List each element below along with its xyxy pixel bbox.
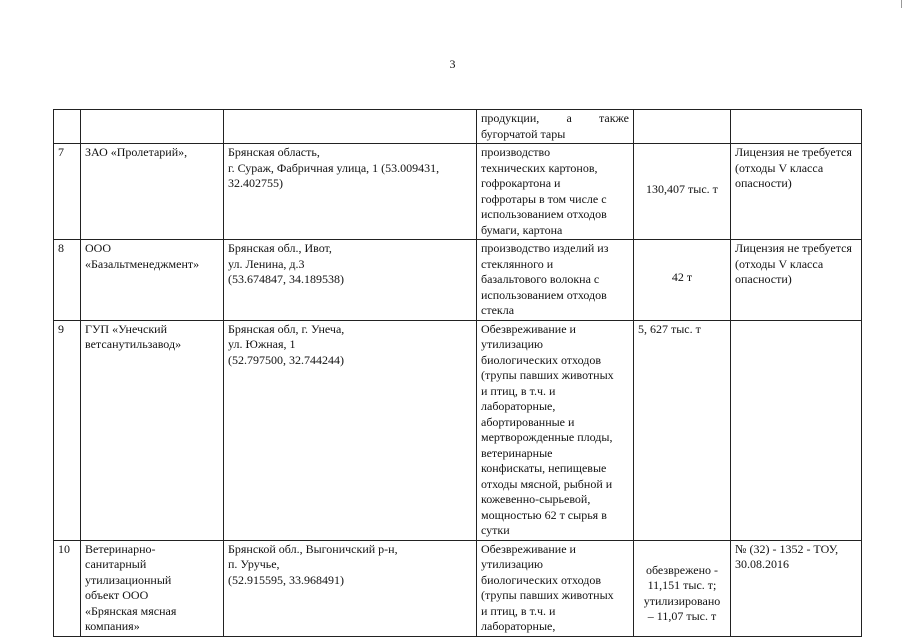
page-edge-mark [901, 0, 902, 8]
cell-num: 7 [54, 144, 81, 240]
text-line: стекла [481, 303, 515, 317]
text-line: 42 т [671, 270, 693, 284]
text-line: Обезвреживание и [481, 321, 576, 336]
text-line: технических картонов, [481, 160, 598, 175]
table-row [54, 240, 862, 321]
text-line: лабораторные, [481, 619, 556, 633]
text-line: санитарный [85, 557, 147, 571]
cell-license [731, 320, 862, 540]
text-line: компания» [85, 619, 140, 633]
text-line: продукции, а также [481, 111, 629, 125]
text-line: мертворожденные плоды, [481, 430, 613, 444]
text-line: Обезвреживание и [481, 541, 576, 556]
text-line: мощностью 62 т сырья в [481, 507, 607, 522]
text-line: Ветеринарно- [85, 541, 156, 556]
text-line: утилизацию [481, 557, 543, 571]
page-number: 3 [449, 57, 456, 71]
text-line: использованием отходов [481, 207, 607, 221]
text-line: стеклянного и [481, 256, 554, 271]
text-line: ветеринарные [481, 445, 553, 460]
cell-activity [477, 110, 634, 144]
table-row [54, 144, 862, 240]
text-line: (52.797500, 32.744244) [228, 352, 344, 367]
cell-name [81, 540, 224, 636]
text-line: (отходы V класса [735, 160, 824, 175]
text-line: Брянская обл., Ивот, [228, 241, 332, 255]
text-line: ветсанутильзавод» [85, 337, 182, 351]
text-line: ЗАО «Пролетарий», [85, 145, 188, 159]
text-line: Брянской обл., Выгоничский р-н, [228, 541, 398, 556]
text-line: кожевенно-сырьевой, [481, 492, 591, 506]
text-line: 30.08.2016 [735, 557, 789, 571]
text-line: базальтового волокна с [481, 272, 600, 286]
text-line: гофротары в том числе с [481, 191, 607, 206]
table-row [54, 540, 862, 636]
cell-name [81, 144, 224, 240]
text-line: 32.402755) [228, 176, 283, 190]
text-line: 130,407 тыс. т [646, 182, 718, 196]
cell-license [731, 144, 862, 240]
text-line: «Брянская мясная [85, 603, 177, 618]
text-line: лабораторные, [481, 399, 556, 413]
text-line: гофрокартона и [481, 176, 561, 190]
text-line: Брянская область, [228, 145, 320, 159]
text-line: бумаги, картона [481, 222, 563, 237]
text-line: абортированные и [481, 414, 575, 429]
text-line: конфискаты, непищевые [481, 461, 607, 475]
text-line: (отходы V класса [735, 256, 824, 271]
text-line: объект ООО [85, 588, 149, 602]
text-line: сутки [481, 523, 510, 537]
text-line: производство [481, 145, 551, 159]
cell-name [81, 240, 224, 321]
text-line: биологических отходов [481, 352, 601, 367]
cell-activity [477, 320, 634, 540]
text-line: бугорчатой тары [481, 126, 566, 141]
text-line: использованием отходов [481, 287, 607, 302]
text-line: ул. Ленина, д.3 [228, 256, 305, 271]
text-line: и птиц, в т.ч. и [481, 603, 556, 618]
cell-address [224, 144, 477, 240]
cell-volume [634, 320, 731, 540]
text-line: (трупы павших животных [481, 588, 614, 602]
text-line: Брянская обл, г. Унеча, [228, 321, 345, 336]
cell-activity [477, 144, 634, 240]
cell-activity [477, 240, 634, 321]
cell-address [224, 320, 477, 540]
cell-volume [634, 110, 731, 144]
table-row [54, 110, 862, 144]
cell-num [54, 110, 81, 144]
cell-num: 8 [54, 240, 81, 321]
cell-volume [634, 240, 731, 321]
cell-activity [477, 540, 634, 636]
cell-license [731, 110, 862, 144]
text-line: утилизировано [643, 593, 721, 608]
facilities-table [53, 109, 862, 637]
text-line: Лицензия не требуется [735, 241, 852, 255]
text-line: (53.674847, 34.189538) [228, 272, 344, 286]
text-line: ГУП «Унечский [85, 321, 168, 336]
text-line: п. Уручье, [228, 557, 280, 571]
text-line: г. Сураж, Фабричная улица, 1 (53.009431, [228, 160, 440, 175]
text-line: опасности) [735, 176, 792, 190]
text-line: ул. Южная, 1 [228, 337, 296, 351]
text-line: Лицензия не требуется [735, 145, 852, 159]
cell-license [731, 540, 862, 636]
text-line: (трупы павших животных [481, 368, 614, 382]
cell-name [81, 110, 224, 144]
text-line: производство изделий из [481, 241, 609, 255]
cell-volume [634, 540, 731, 636]
cell-num: 9 [54, 320, 81, 540]
text-line: отходы мясной, рыбной и [481, 476, 613, 491]
cell-address [224, 110, 477, 144]
cell-name [81, 320, 224, 540]
table-row [54, 320, 862, 540]
text-line: утилизационный [85, 572, 172, 587]
cell-license [731, 240, 862, 321]
text-line: и птиц, в т.ч. и [481, 383, 556, 398]
cell-address [224, 240, 477, 321]
text-line: (52.915595, 33.968491) [228, 572, 344, 587]
cell-num: 10 [54, 540, 81, 636]
text-line: № (32) - 1352 - ТОУ, [735, 541, 839, 556]
text-line: опасности) [735, 272, 792, 286]
cell-address [224, 540, 477, 636]
text-line: «Базальтменеджмент» [85, 256, 200, 271]
text-line: обезврежено - [645, 562, 719, 577]
text-line: – 11,07 тыс. т [647, 609, 717, 623]
cell-volume [634, 144, 731, 240]
text-line: утилизацию [481, 337, 543, 351]
text-line: 11,151 тыс. т; [647, 578, 717, 592]
text-line: 5, 627 тыс. т [638, 321, 701, 336]
text-line: биологических отходов [481, 572, 601, 587]
text-line: ООО [85, 241, 111, 255]
